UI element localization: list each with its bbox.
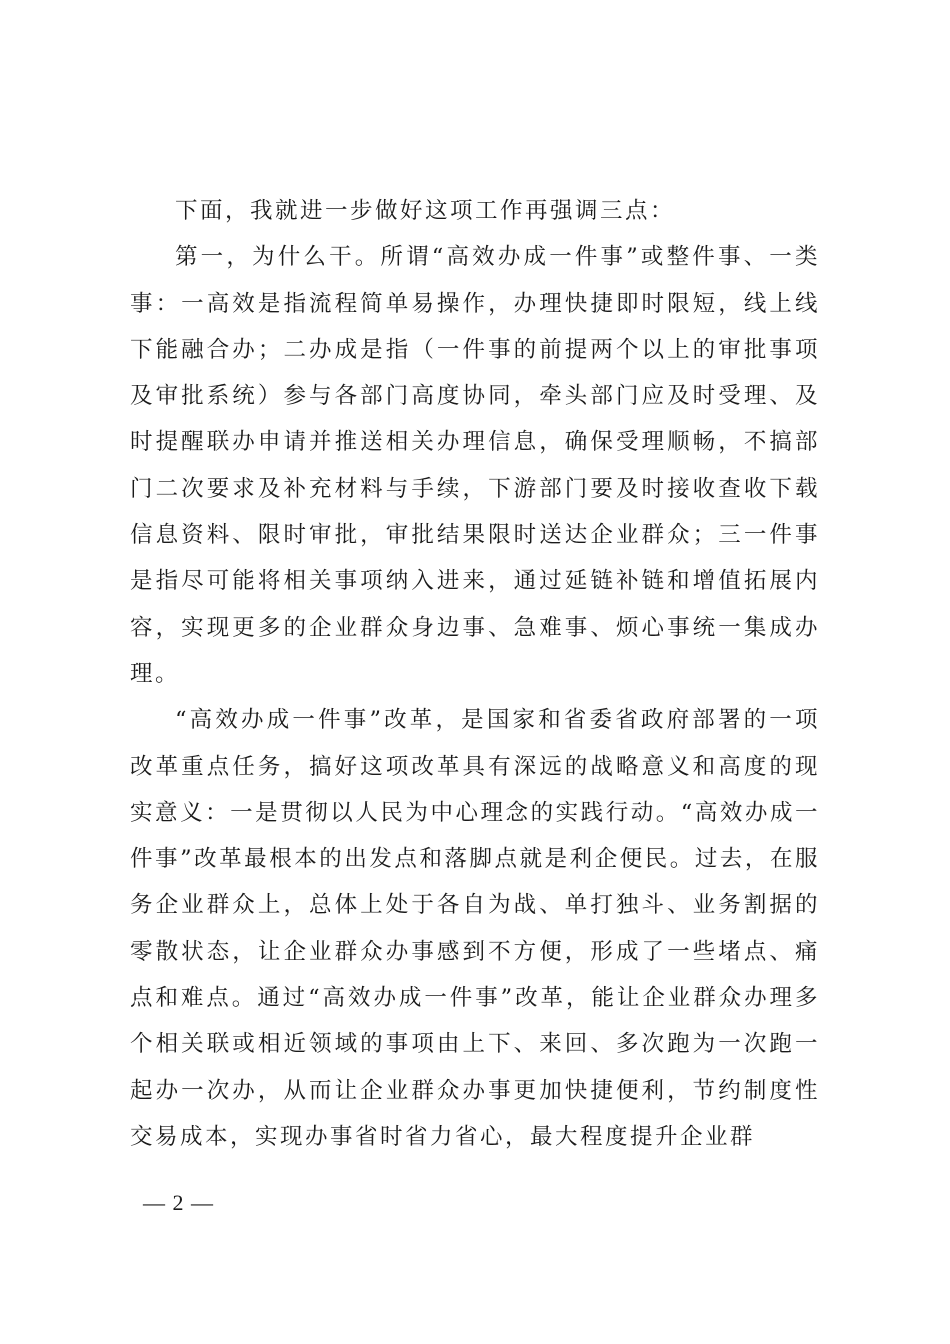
paragraph-reform-significance: “高效办成一件事”改革，是国家和省委省政府部署的一项改革重点任务，搞好这项改革具有深远的战略意义和高度的现实意义：一是贯彻以人民为中心理念的实践行动。“高效办成一件事”改革最根本的出发点和落脚点就是利企便民。过去，在服务企业群众上，总体上处于各自为战、单打独斗、业务割据的零散状态，让企业群众办事感到不方便，形成了一些堵点、痛点和难点。通过“高效办成一件事”改革，能让企业群众办理多个相关联或相近领域的事项由上下、来回、多次跑为一次跑一起办一次办，从而让企业群众办事更加快捷便利，节约制度性交易成本，实现办事省时省力省心，最大程度提升企业群	[130, 707, 820, 1150]
body-text	[130, 188, 820, 1160]
page-number: — 2 —	[143, 1190, 214, 1215]
paragraph-point-one: 第一，为什么干。所谓“高效办成一件事”或整件事、一类事：一高效是指流程简单易操作，办理快捷即时限短，线上线下能融合办；二办成是指（一件事的前提两个以上的审批事项及审批系统）参与各部门高度协同，牵头部门应及时受理、及时提醒联办申请并推送相关办理信息，确保受理顺畅，不搞部门二次要求及补充材料与手续，下游部门要及时接收查收下载信息资料、限时审批，审批结果限时送达企业群众；三一件事是指尽可能将相关事项纳入进来，通过延链补链和增值拓展内容，实现更多的企业群众身边事、急难事、烦心事统一集成办理。	[130, 244, 820, 687]
paragraph-intro: 下面，我就进一步做好这项工作再强调三点：	[175, 198, 676, 224]
